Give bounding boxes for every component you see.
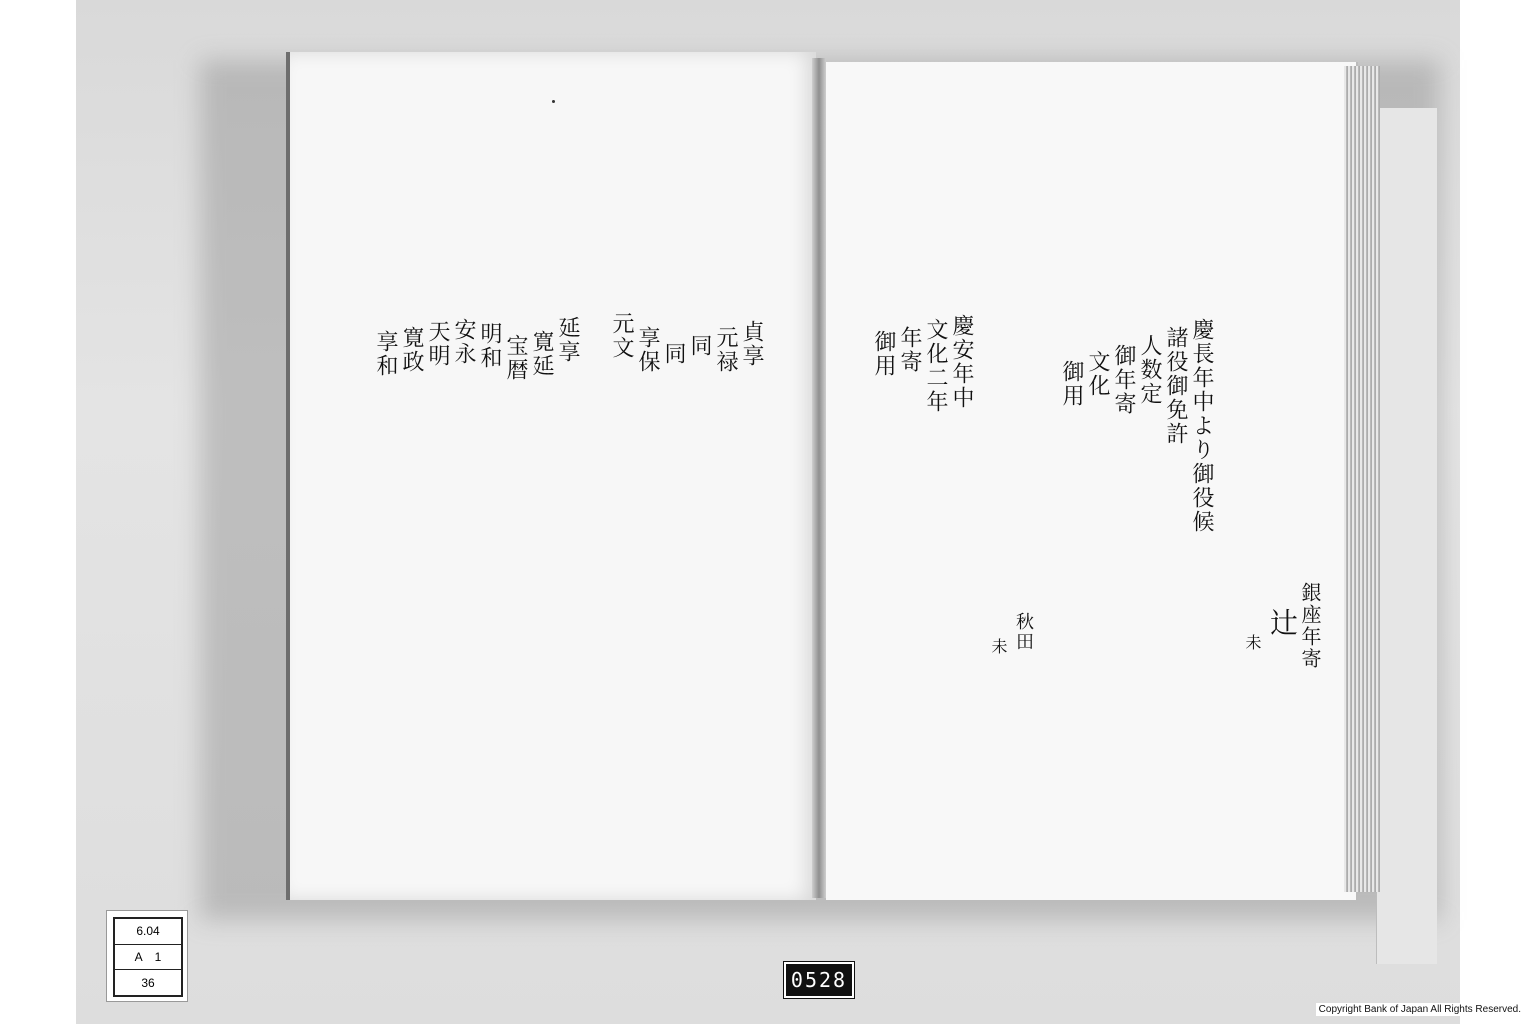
page-speck <box>552 100 555 103</box>
text-column: 享保 <box>635 326 660 374</box>
text-column: 御用 <box>871 330 896 378</box>
text-column: 慶長年中より御役候 <box>1189 318 1214 534</box>
label-row <box>115 919 181 945</box>
text-column: 寛政 <box>399 326 424 374</box>
text-column: 明和 <box>477 322 502 370</box>
text-column: 文化 <box>1085 350 1110 398</box>
text-column: 元文 <box>609 312 634 360</box>
text-column: 文化二年 <box>923 318 948 414</box>
text-column: 年寄 <box>897 326 922 374</box>
label-letter: A <box>134 950 143 964</box>
text-column: 貞享 <box>739 320 764 368</box>
label-code: 6.04 <box>136 924 160 939</box>
left-page <box>286 52 816 900</box>
text-column: 御年寄 <box>1111 344 1136 416</box>
open-book <box>286 48 1378 908</box>
text-column: 享和 <box>373 330 398 378</box>
label-row <box>115 945 181 971</box>
archive-label-grid <box>113 917 183 997</box>
archive-label <box>106 910 188 1002</box>
right-page-signature: 秋田 <box>1013 612 1034 652</box>
frame-number: 0528 <box>784 962 854 998</box>
right-page-signature-sub: 未 <box>989 638 1008 656</box>
text-column: 同 <box>687 334 712 358</box>
text-column: 宝暦 <box>503 334 528 382</box>
back-cover-edge <box>1376 108 1437 964</box>
label-volume: 36 <box>141 975 155 990</box>
page-stack-edges <box>1344 66 1380 892</box>
text-column: 天明 <box>425 320 450 368</box>
text-column: 延享 <box>555 316 580 364</box>
right-page <box>826 62 1358 900</box>
text-column: 御用 <box>1059 360 1084 408</box>
text-column: 寛延 <box>529 330 554 378</box>
label-row <box>115 970 181 995</box>
label-number: 1 <box>154 950 162 964</box>
text-column: 同 <box>661 342 686 366</box>
text-column: 慶安年中 <box>949 314 974 410</box>
right-page-name-sub: 未 <box>1243 634 1262 652</box>
right-page-name: 辻 <box>1266 608 1299 638</box>
book-gutter <box>812 58 826 898</box>
text-column: 元禄 <box>713 326 738 374</box>
copyright-notice: Copyright Bank of Japan All Rights Reserved. <box>1316 1003 1524 1016</box>
text-column: 諸役御免許 <box>1163 326 1188 446</box>
right-page-title: 銀座年寄 <box>1298 582 1322 670</box>
text-column: 人数定 <box>1137 334 1162 406</box>
text-column: 安永 <box>451 318 476 366</box>
